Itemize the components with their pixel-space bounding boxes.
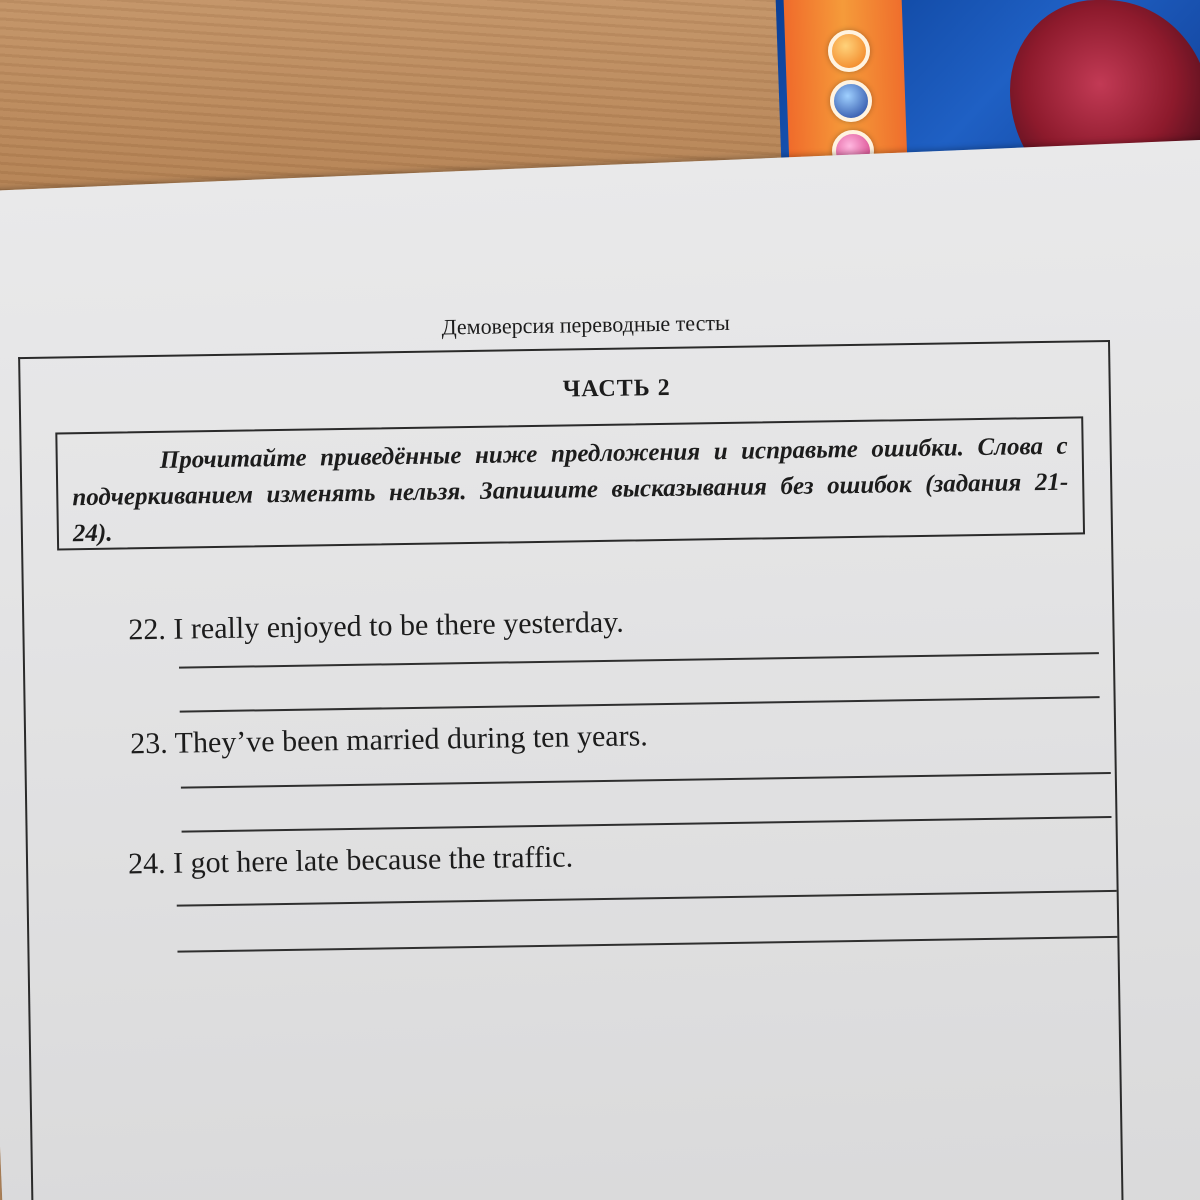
part-title: ЧАСТЬ 2 [562,374,671,403]
task-24-text: 24. I got here late because the traffic. [127,840,574,881]
instruction-text: Прочитайте приведённые ниже предложения и исправьте ошибки. Слова с подчеркиванием изменять нельзя. Запишите высказывания без ошибок (задания 21-24). [72,432,1069,548]
page-header: Демоверсия переводные тесты [441,309,730,340]
task-22-text: 22. I really enjoyed to be there yesterday. [128,605,624,647]
task-23-text: 23. They’ve been married during ten years. [129,719,648,761]
instruction-box [55,416,1085,550]
